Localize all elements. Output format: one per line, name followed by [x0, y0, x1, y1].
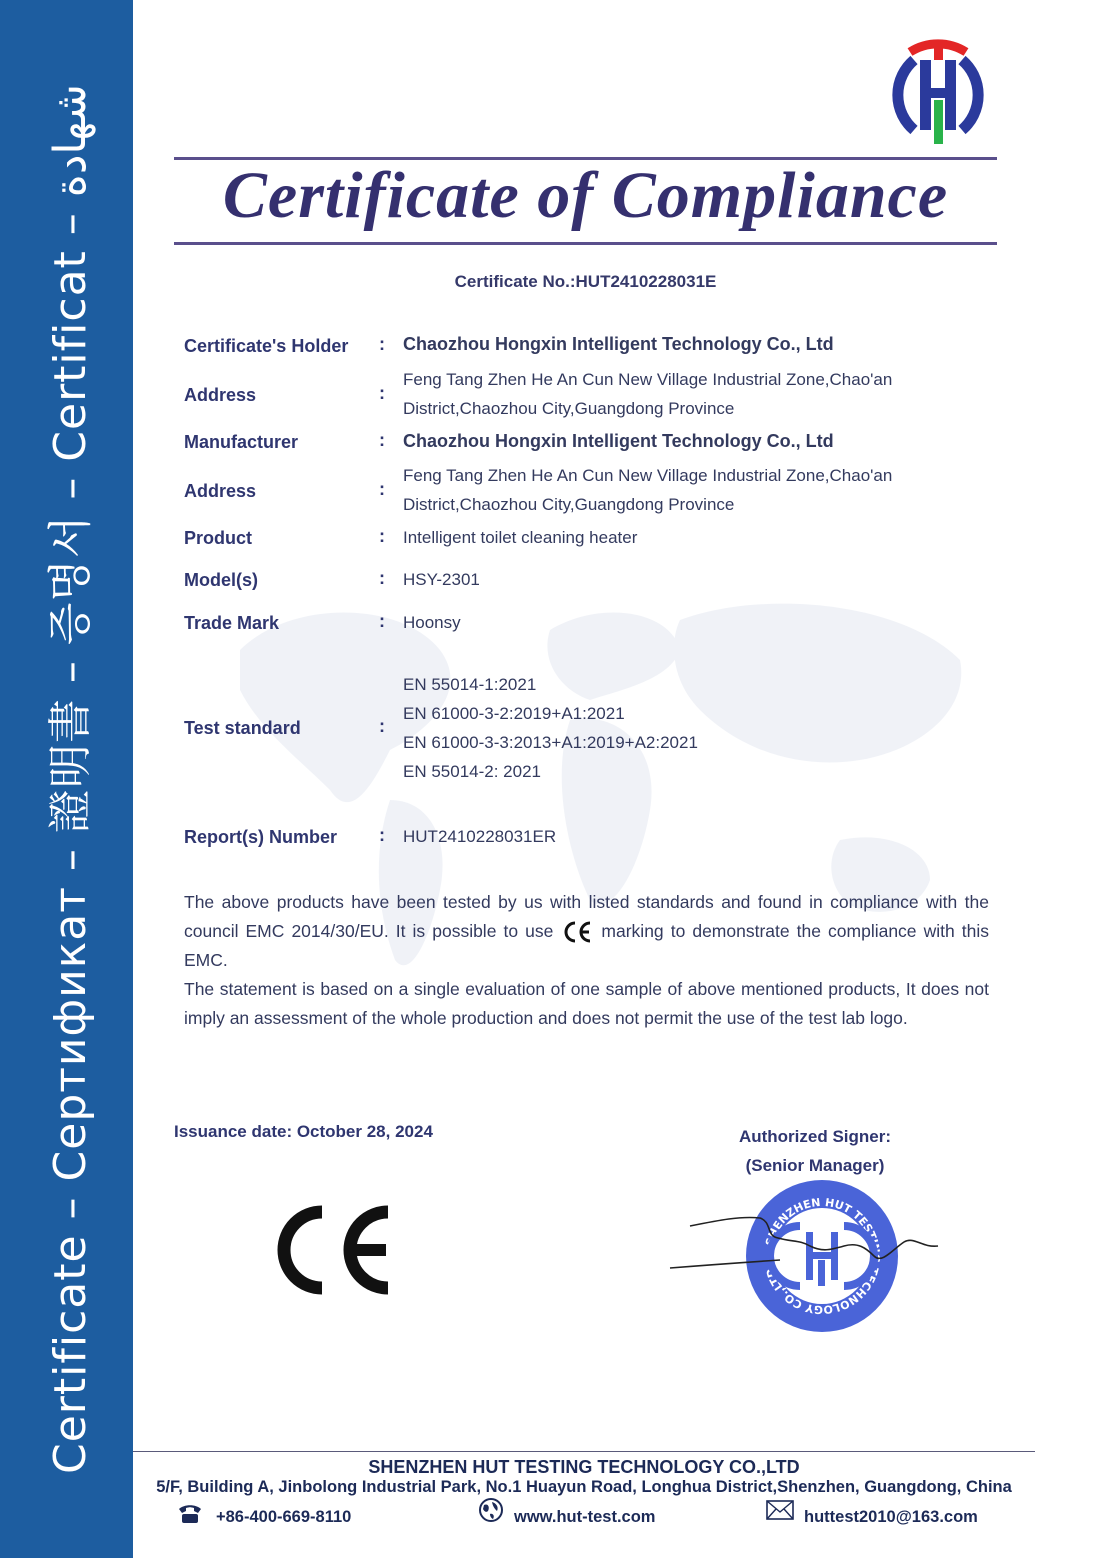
holder-address-line-2: District,Chaozhou City,Guangdong Province: [403, 399, 735, 418]
colon: :: [379, 716, 385, 736]
statement-limitation: The statement is based on a single evaluation of one sample of above mentioned products, It does not imply an assessment of the whole production and does not permit the use of the test lab logo.: [184, 979, 989, 1028]
colon: :: [379, 825, 385, 845]
certificate-number: Certificate No.:HUT2410228031E: [454, 272, 717, 291]
ce-mark-icon: [266, 1200, 394, 1300]
colon: :: [379, 479, 385, 499]
footer-email[interactable]: huttest2010@163.com: [804, 1508, 978, 1526]
models-value: HSY-2301: [403, 570, 480, 589]
holder-value: Chaozhou Hongxin Intelligent Technology Co., Ltd: [403, 334, 834, 354]
signer-title: Authorized Signer:: [738, 1127, 892, 1146]
test-standard-4: EN 55014-2: 2021: [403, 762, 541, 781]
product-value: Intelligent toilet cleaning heater: [403, 528, 638, 547]
holder-address-label: Address: [184, 385, 257, 405]
footer-company: SHENZHEN HUT TESTING TECHNOLOGY CO.,LTD: [368, 1457, 800, 1477]
manufacturer-address-label: Address: [184, 481, 257, 501]
colon: :: [379, 568, 385, 588]
compliance-statement: [184, 888, 989, 975]
report-number-value: HUT2410228031ER: [403, 827, 557, 846]
seal-text: SHENZHEN HUT TESTING TECHNOLOGY CO.,LTD: [763, 1195, 883, 1317]
report-number-label: Report(s) Number: [184, 827, 338, 847]
models-label: Model(s): [184, 570, 258, 590]
colon: :: [379, 611, 385, 631]
hut-testing-logo-icon: [884, 38, 992, 148]
test-standard-1: EN 55014-1:2021: [403, 675, 537, 694]
colon: :: [379, 334, 385, 354]
title-bottom-rule: [174, 242, 997, 245]
colon: :: [379, 430, 385, 450]
company-seal-stamp: [660, 1176, 950, 1336]
footer-website[interactable]: www.hut-test.com: [514, 1508, 656, 1526]
ce-mark-inline-icon: [560, 920, 594, 944]
manufacturer-address-line-2: District,Chaozhou City,Guangdong Province: [403, 495, 735, 514]
footer-phone: +86-400-669-8110: [216, 1508, 352, 1526]
holder-address-line-1: Feng Tang Zhen He An Cun New Village Industrial Zone,Chao'an: [403, 370, 893, 389]
manufacturer-label: Manufacturer: [184, 432, 299, 452]
statement-part-1: The above products have been tested by us with listed standards and found in compliance with the council EMC 2014/30/EU. It is possible to use: [184, 892, 989, 941]
authorized-signer: [700, 1122, 930, 1180]
certificate-title: Certificate of Compliance: [222, 159, 949, 232]
colon: :: [379, 526, 385, 546]
colon: :: [379, 383, 385, 403]
footer-address: 5/F, Building A, Jinbolong Industrial Park, No.1 Huayun Road, Longhua District,Shenzhen, Guangdong, China: [156, 1478, 1012, 1496]
footer-rule: [133, 1451, 1035, 1452]
envelope-icon: [766, 1500, 794, 1520]
trade-mark-value: Hoonsy: [403, 613, 461, 632]
globe-icon: [478, 1497, 504, 1523]
test-standard-label: Test standard: [184, 718, 301, 738]
signer-role: (Senior Manager): [745, 1156, 885, 1175]
phone-icon: [176, 1503, 204, 1525]
statement-part-2: marking to demonstrate the compliance with this EMC.: [184, 921, 989, 970]
manufacturer-value: Chaozhou Hongxin Intelligent Technology Co., Ltd: [403, 431, 834, 451]
holder-label: Certificate's Holder: [184, 336, 349, 356]
sidebar-multilingual-text: Certificate – Сертификат – 證明書 – 증명서 – Certificat – شهادة: [45, 84, 96, 1474]
trade-mark-label: Trade Mark: [184, 613, 280, 633]
product-label: Product: [184, 528, 253, 548]
manufacturer-address-line-1: Feng Tang Zhen He An Cun New Village Industrial Zone,Chao'an: [403, 466, 893, 485]
sidebar-band: [0, 0, 133, 1558]
issuance-date: Issuance date: October 28, 2024: [174, 1122, 433, 1141]
test-standard-3: EN 61000-3-3:2013+A1:2019+A2:2021: [403, 733, 698, 752]
test-standard-2: EN 61000-3-2:2019+A1:2021: [403, 704, 625, 723]
